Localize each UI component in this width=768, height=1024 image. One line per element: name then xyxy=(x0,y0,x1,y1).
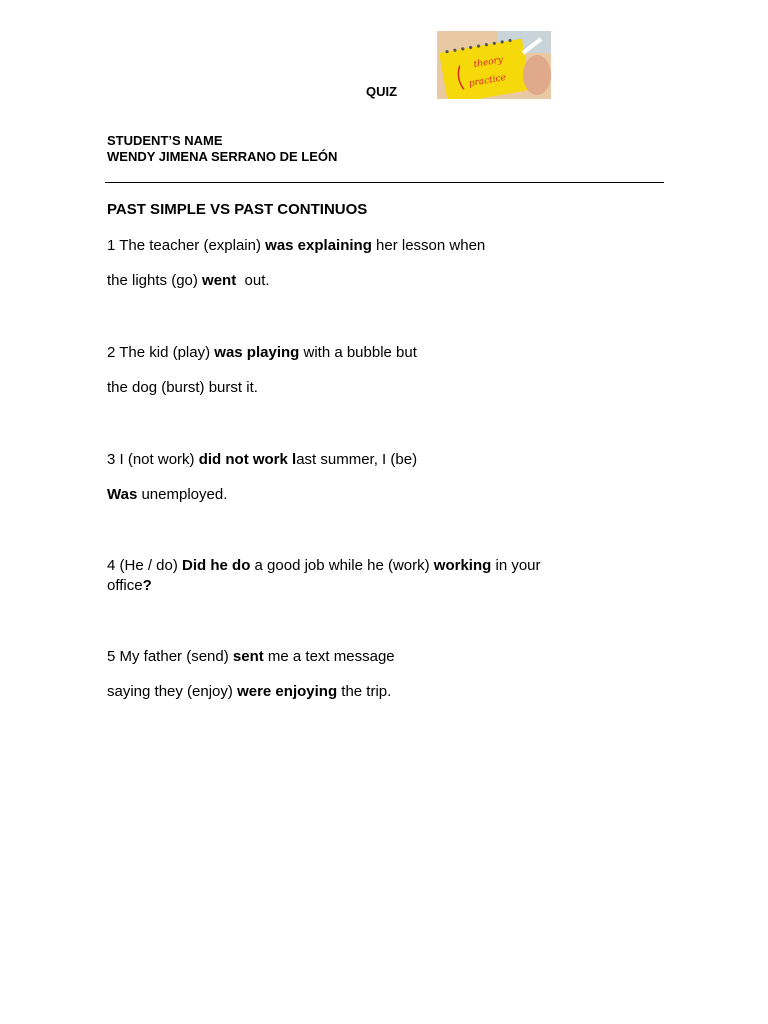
q3-answer: Was xyxy=(107,486,138,503)
image-text-theory: theory xyxy=(472,55,504,71)
q1-text: the lights (go) xyxy=(107,272,203,289)
q3-answer: did not work l xyxy=(198,451,297,468)
q5-answer: sent xyxy=(232,648,264,665)
q5-text: the trip. xyxy=(337,683,392,700)
question-5-line-1 xyxy=(107,647,395,666)
q1-text: out. xyxy=(236,272,270,289)
quiz-title: QUIZ xyxy=(366,84,398,99)
q5-text: me a text message xyxy=(263,648,395,665)
image-text-practice: practice xyxy=(468,72,507,90)
question-1-line-1 xyxy=(107,236,485,255)
question-3-line-1 xyxy=(107,450,417,469)
divider xyxy=(105,182,664,183)
q4-answer: Did he do xyxy=(182,557,251,574)
q4-answer: ? xyxy=(142,577,152,594)
q2-text: 2 The kid (play) xyxy=(107,344,215,361)
q2-text: the dog (burst) burst it. xyxy=(107,379,258,396)
q1-text: her lesson when xyxy=(371,237,486,254)
student-block xyxy=(107,133,337,165)
q4-text: a good job while he (work) xyxy=(250,557,434,574)
student-name: WENDY JIMENA SERRANO DE LEÓN xyxy=(107,149,338,164)
q2-text: with a bubble but xyxy=(299,344,417,361)
q4-text: office xyxy=(107,577,143,594)
question-2-line-2 xyxy=(107,378,258,397)
q3-text: ast summer, I (be) xyxy=(296,451,418,468)
question-4-line-2 xyxy=(107,576,152,595)
q1-answer: was explaining xyxy=(265,237,372,254)
q5-text: saying they (enjoy) xyxy=(107,683,238,700)
question-4-line-1 xyxy=(107,556,541,575)
question-3-line-2 xyxy=(107,485,227,504)
q1-text: 1 The teacher (explain) xyxy=(107,237,266,254)
q1-answer: went xyxy=(202,272,237,289)
question-1-line-2 xyxy=(107,271,270,290)
q5-text: 5 My father (send) xyxy=(107,648,233,665)
q4-text: in your xyxy=(491,557,541,574)
q4-text: 4 (He / do) xyxy=(107,557,183,574)
q5-answer: were enjoying xyxy=(237,683,338,700)
q2-answer: was playing xyxy=(214,344,300,361)
question-5-line-2 xyxy=(107,682,391,701)
q4-answer: working xyxy=(433,557,492,574)
q3-text: unemployed. xyxy=(137,486,228,503)
student-label: STUDENT’S NAME xyxy=(107,133,223,148)
section-title: PAST SIMPLE VS PAST CONTINUOS xyxy=(107,201,368,218)
question-2-line-1 xyxy=(107,343,417,362)
theory-practice-image xyxy=(437,31,551,99)
q3-text: 3 I (not work) xyxy=(107,451,199,468)
